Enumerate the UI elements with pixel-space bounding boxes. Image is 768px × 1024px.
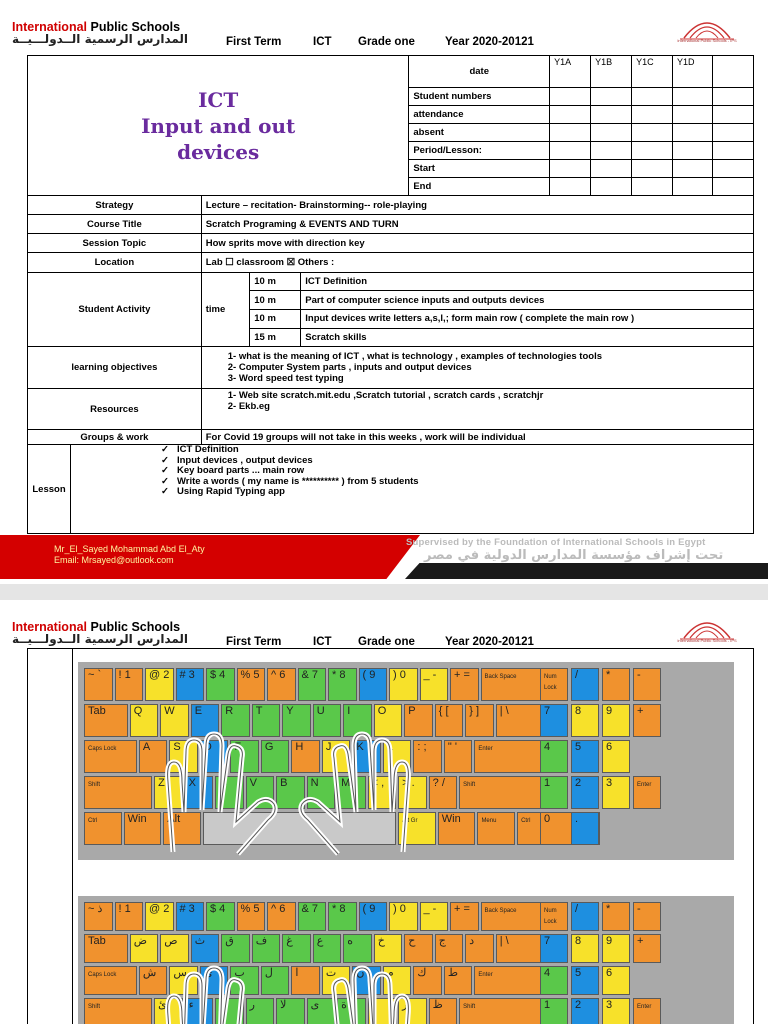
info-cell[interactable] xyxy=(550,178,591,196)
keyboard-key: Y xyxy=(282,704,311,737)
brand-arabic: المدارس الرسمية الــدولـــيــة xyxy=(12,632,189,646)
info-cell[interactable] xyxy=(713,124,754,142)
keyboard-key: ف xyxy=(252,934,281,963)
keyboard-key: K xyxy=(352,740,381,773)
keyboard-key: ~ ذ xyxy=(84,902,113,931)
info-cell[interactable] xyxy=(632,106,673,124)
keyboard-key: لا xyxy=(276,998,305,1024)
numpad-key: 1 xyxy=(540,776,568,809)
location-value: Lab ☐ classroom ☒ Others : xyxy=(201,253,753,273)
keyboard-key: ^ 6 xyxy=(267,902,296,931)
numpad-key: / xyxy=(571,902,599,931)
numpad-key: 4 xyxy=(540,740,568,773)
objectives-label: learning objectives xyxy=(28,347,202,389)
keyboard-key: : ; xyxy=(413,740,442,773)
keyboard-key: U xyxy=(313,704,342,737)
keyboard-key: @ 2 xyxy=(145,902,174,931)
numpad-key: 1 xyxy=(540,998,568,1024)
keyboard-key: " ' xyxy=(444,740,473,773)
keyboard-key: E xyxy=(191,704,220,737)
strategy-label: Strategy xyxy=(28,196,202,215)
numpad-key: 2 xyxy=(571,776,599,809)
lesson-title: ICT Input and out devices xyxy=(141,87,296,164)
activity-text: Input devices write letters a,s,l,; form main row ( complete the main row ) xyxy=(301,309,753,328)
keyboard-key: ث xyxy=(191,934,220,963)
keyboard-key: Win xyxy=(438,812,476,845)
info-cell[interactable] xyxy=(673,124,713,142)
keyboard-key: $ 4 xyxy=(206,902,235,931)
english-keyboard-image xyxy=(78,662,734,860)
keyboard-key: Shift xyxy=(459,998,545,1024)
keyboard-key: Caps Lock xyxy=(84,966,137,995)
info-row-label: Period/Lesson: xyxy=(409,142,550,160)
keyboard-key: Alt xyxy=(163,812,201,845)
keyboard-key: N xyxy=(307,776,336,809)
keyboard-key: Alt Gr xyxy=(398,812,436,845)
keyboard-key: ل xyxy=(261,966,290,995)
info-cell[interactable] xyxy=(713,106,754,124)
keyboard-key: & 7 xyxy=(298,902,327,931)
keyboard-key: ت xyxy=(322,966,351,995)
numpad-key: Enter xyxy=(633,998,661,1024)
info-cell[interactable] xyxy=(591,124,632,142)
info-cell[interactable] xyxy=(713,160,754,178)
year-label: Year 2020-20121 xyxy=(445,36,534,48)
course-title-value: Scratch Programing & EVENTS AND TURN xyxy=(201,215,753,234)
class-col-header: Y1D xyxy=(673,56,713,88)
keyboard-key: + = xyxy=(450,668,479,701)
lesson-row xyxy=(28,445,754,534)
keyboard-key: Back Space xyxy=(481,902,543,931)
numpad-key: / xyxy=(571,668,599,701)
school-brand: International Public Schools المدارس الرسمية الــدولـــيــة xyxy=(12,620,189,646)
page-gap xyxy=(0,584,768,600)
keyboard-key: C xyxy=(215,776,244,809)
groups-work-value: For Covid 19 groups will not take in this weeks , work will be individual xyxy=(201,430,753,445)
numpad-key: 0 xyxy=(540,812,600,845)
keyboard-key: Win xyxy=(124,812,162,845)
keyboard-key: F xyxy=(230,740,259,773)
resource-item: 2- Ekb.eg xyxy=(227,401,270,412)
student-activity-label: Student Activity xyxy=(28,273,202,347)
keyboard-key: % 5 xyxy=(237,902,266,931)
keyboard-key: | \ xyxy=(496,704,543,737)
numpad-key: . xyxy=(571,812,599,845)
keyboard-key: Enter xyxy=(474,966,542,995)
keyboard-key: T xyxy=(252,704,281,737)
activity-time: 10 m xyxy=(250,273,301,291)
keyboard-key: م xyxy=(383,966,412,995)
info-cell[interactable] xyxy=(713,88,754,106)
keyboard-key: ؤ xyxy=(215,998,244,1024)
keyboard-key: ا xyxy=(291,966,320,995)
keyboard-key: B xyxy=(276,776,305,809)
activity-text: ICT Definition xyxy=(301,273,753,291)
numpad-key: 4 xyxy=(540,966,568,995)
keyboard-key: خ xyxy=(374,934,403,963)
term-label: First Term xyxy=(226,636,282,648)
keyboard-key: D xyxy=(200,740,229,773)
numpad-key: Num Lock xyxy=(540,902,568,931)
keyboard-key: _ - xyxy=(420,668,449,701)
numpad-key: 6 xyxy=(602,966,630,995)
keyboard-key: { [ xyxy=(435,704,464,737)
info-cell[interactable] xyxy=(591,88,632,106)
supervised-text: Supervised by the Foundation of International Schools in Egypt xyxy=(406,537,706,548)
keyboard-key: > . xyxy=(398,776,427,809)
keyboard-key: ن xyxy=(352,966,381,995)
keyboard-key: Shift xyxy=(459,776,545,809)
keyboard-key: X xyxy=(185,776,214,809)
keyboard-key: Menu xyxy=(477,812,515,845)
course-title-label: Course Title xyxy=(28,215,202,234)
keyboard-key: ! 1 xyxy=(115,902,144,931)
info-cell[interactable] xyxy=(713,178,754,196)
keyboard-key: _ - xyxy=(420,902,449,931)
info-cell[interactable] xyxy=(550,142,591,160)
brand-arabic: المدارس الرسمية الــدولـــيــة xyxy=(12,32,189,46)
term-label: First Term xyxy=(226,36,282,48)
numpad-key: Enter xyxy=(633,776,661,809)
keyboard-key: ر xyxy=(246,998,275,1024)
lesson-item: ✓ Key board parts ... main row xyxy=(71,466,419,477)
ips-logo-icon: International Public Schools - IPS xyxy=(676,612,738,650)
class-col-header: Y1C xyxy=(632,56,673,88)
numpad-key: 5 xyxy=(571,966,599,995)
keyboard-key: ط xyxy=(444,966,473,995)
activity-text: Scratch skills xyxy=(301,328,753,346)
keyboard-key: ح xyxy=(404,934,433,963)
keyboard-key: ك xyxy=(413,966,442,995)
subject-label: ICT xyxy=(313,36,332,48)
keyboard-key: @ 2 xyxy=(145,668,174,701)
info-cell[interactable] xyxy=(550,160,591,178)
keyboard-key: غ xyxy=(282,934,311,963)
activity-table xyxy=(202,273,753,346)
keyboard-key: ق xyxy=(221,934,250,963)
info-row-label: Student numbers xyxy=(409,88,550,106)
activity-time: 10 m xyxy=(250,309,301,328)
numpad-key: * xyxy=(602,668,630,701)
lesson-plan-table xyxy=(27,55,754,534)
numpad-key: 9 xyxy=(602,934,630,963)
keyboard-key: ع xyxy=(313,934,342,963)
keyboard-key: V xyxy=(246,776,275,809)
info-cell[interactable] xyxy=(550,88,591,106)
keyboard-key: ج xyxy=(435,934,464,963)
activity-time: 10 m xyxy=(250,291,301,310)
keyboard-key: و xyxy=(368,998,397,1024)
numpad-key: 7 xyxy=(540,704,568,737)
keyboard-key: J xyxy=(322,740,351,773)
ips-logo-icon: International Public Schools - IPS xyxy=(676,12,738,50)
lesson-label: Lesson xyxy=(28,445,71,533)
info-cell[interactable] xyxy=(673,178,713,196)
teacher-name: Mr_El_Sayed Mohammad Abd El_Aty xyxy=(54,544,205,554)
keyboard-key: ئ xyxy=(154,998,183,1024)
resource-item: 1- Web site scratch.mit.edu ,Scratch tutorial , scratch cards , scratchjr xyxy=(227,390,544,401)
keyboard-key: A xyxy=(139,740,168,773)
keyboard-key: O xyxy=(374,704,403,737)
numpad-key: Num Lock xyxy=(540,668,568,701)
info-cell[interactable] xyxy=(550,106,591,124)
keyboard-key: ظ xyxy=(429,998,458,1024)
info-cell[interactable] xyxy=(673,160,713,178)
keyboard-key: ) 0 xyxy=(389,668,418,701)
objective-item: 2- Computer System parts , inputs and output devices xyxy=(227,362,472,373)
typing-hands-icon xyxy=(78,896,734,1024)
session-topic-value: How sprits move with direction key xyxy=(201,234,753,253)
info-cell[interactable] xyxy=(550,124,591,142)
numpad-key: + xyxy=(633,704,661,737)
keyboard-key: ه xyxy=(343,934,372,963)
info-cell[interactable] xyxy=(591,160,632,178)
keyboard-key: ص xyxy=(160,934,189,963)
keyboard-key: G xyxy=(261,740,290,773)
info-cell[interactable] xyxy=(632,124,673,142)
info-cell[interactable] xyxy=(591,178,632,196)
keyboard-key: } ] xyxy=(465,704,494,737)
keyboard-key: د xyxy=(465,934,494,963)
keyboard-key: ض xyxy=(130,934,159,963)
keyboard-key: Enter xyxy=(474,740,542,773)
info-cell[interactable] xyxy=(673,88,713,106)
numpad-key: 8 xyxy=(571,704,599,737)
class-col-header xyxy=(713,56,754,88)
info-row-label: attendance xyxy=(409,106,550,124)
info-cell[interactable] xyxy=(632,160,673,178)
lesson-item: ✓ Input devices , output devices xyxy=(71,456,419,467)
keyboard-key: & 7 xyxy=(298,668,327,701)
class-col-header: Y1A xyxy=(550,56,591,88)
keyboard-key: Q xyxy=(130,704,159,737)
numpad-key: 6 xyxy=(602,740,630,773)
keyboard-key: ء xyxy=(185,998,214,1024)
info-cell[interactable] xyxy=(632,142,673,160)
keyboard-key: ^ 6 xyxy=(267,668,296,701)
keyboard-key: Ctrl xyxy=(84,812,122,845)
numpad-key: 5 xyxy=(571,740,599,773)
keyboard-key: Tab xyxy=(84,934,128,963)
numpad-key: - xyxy=(633,668,661,701)
info-cell[interactable] xyxy=(673,106,713,124)
keyboard-key: ? / xyxy=(429,776,458,809)
subject-label: ICT xyxy=(313,636,332,648)
school-brand: International Public Schools المدارس الرسمية الــدولـــيــة xyxy=(12,20,189,46)
numpad-key: 8 xyxy=(571,934,599,963)
numpad-key: + xyxy=(633,934,661,963)
keyboard-key: ~ ` xyxy=(84,668,113,701)
keyboard-key: ! 1 xyxy=(115,668,144,701)
numpad-key: 3 xyxy=(602,998,630,1024)
info-cell[interactable] xyxy=(673,142,713,160)
session-topic-label: Session Topic xyxy=(28,234,202,253)
activity-text: Part of computer science inputs and outputs devices xyxy=(301,291,753,310)
keyboard-key: L xyxy=(383,740,412,773)
strategy-value: Lecture – recitation- Brainstorming-- role-playing xyxy=(201,196,753,215)
grade-label: Grade one xyxy=(358,36,415,48)
keyboard-key: I xyxy=(343,704,372,737)
keyboard-key: M xyxy=(337,776,366,809)
info-row-label: absent xyxy=(409,124,550,142)
numpad-key: 9 xyxy=(602,704,630,737)
teacher-email: Email: Mrsayed@outlook.com xyxy=(54,555,174,565)
lesson-item: ✓ ICT Definition xyxy=(71,445,419,456)
footer-black-band xyxy=(405,563,768,579)
keyboard-key: ) 0 xyxy=(389,902,418,931)
keyboard-key: ة xyxy=(337,998,366,1024)
keyboard-key: Caps Lock xyxy=(84,740,137,773)
keyboard-key: P xyxy=(404,704,433,737)
lesson-items xyxy=(71,445,419,533)
typing-hands-icon xyxy=(78,662,734,860)
info-row-label: End xyxy=(409,178,550,196)
keyboard-key: س xyxy=(169,966,198,995)
keyboard-key: W xyxy=(160,704,189,737)
numpad-key: 2 xyxy=(571,998,599,1024)
grade-label: Grade one xyxy=(358,636,415,648)
keyboard-key: ى xyxy=(307,998,336,1024)
class-col-header: Y1B xyxy=(591,56,632,88)
keyboard-key: Z xyxy=(154,776,183,809)
groups-work-label: Groups & work xyxy=(28,430,202,445)
time-label: time xyxy=(205,304,226,315)
resources-label: Resources xyxy=(28,389,202,430)
keyboard-key: Shift xyxy=(84,998,152,1024)
keyboard-key: Tab xyxy=(84,704,128,737)
keyboard-key: S xyxy=(169,740,198,773)
keyboard-key: * 8 xyxy=(328,902,357,931)
keyboard-key: * 8 xyxy=(328,668,357,701)
keyboard-key: ز xyxy=(398,998,427,1024)
keyboard-key: ( 9 xyxy=(359,902,388,931)
keyboard-key: ب xyxy=(230,966,259,995)
activity-cell xyxy=(201,273,753,347)
supervised-text-arabic: تحت إشراف مؤسسة المدارس الدولية في مصر xyxy=(424,548,724,563)
numpad-key: * xyxy=(602,902,630,931)
keyboard-key: R xyxy=(221,704,250,737)
objectives-value xyxy=(201,347,753,389)
keyboard-key: Ctrl xyxy=(517,812,555,845)
keyboard-key: # 3 xyxy=(176,902,205,931)
keyboard-key: ش xyxy=(139,966,168,995)
objective-item: 1- what is the meaning of ICT , what is technology , examples of technologies tools xyxy=(227,351,602,362)
location-label: Location xyxy=(28,253,202,273)
objective-item: 3- Word speed test typing xyxy=(227,373,344,384)
keyboard-key: + = xyxy=(450,902,479,931)
keyboard-key: | \ xyxy=(496,934,543,963)
lesson-item: ✓ Write a words ( my name is ********** ) from 5 students xyxy=(71,477,419,488)
info-row-label: Start xyxy=(409,160,550,178)
keyboard-key: Back Space xyxy=(481,668,543,701)
info-cell[interactable] xyxy=(632,178,673,196)
info-row-label: date xyxy=(409,56,550,88)
info-cell[interactable] xyxy=(591,142,632,160)
keyboard-key: H xyxy=(291,740,320,773)
info-cell[interactable] xyxy=(591,106,632,124)
lesson-title-cell xyxy=(28,56,409,196)
activity-time: 15 m xyxy=(250,328,301,346)
year-label: Year 2020-20121 xyxy=(445,636,534,648)
keyboard-key: $ 4 xyxy=(206,668,235,701)
numpad-key: 7 xyxy=(540,934,568,963)
keyboard-key: # 3 xyxy=(176,668,205,701)
info-cell[interactable] xyxy=(632,88,673,106)
resources-value xyxy=(201,389,753,430)
arabic-keyboard-image xyxy=(78,896,734,1024)
page-footer xyxy=(0,535,768,579)
keyboard-page xyxy=(0,600,768,1024)
info-cell[interactable] xyxy=(713,142,754,160)
keyboard-key: ي xyxy=(200,966,229,995)
keyboard-key: < , xyxy=(368,776,397,809)
lesson-item: ✓ Using Rapid Typing app xyxy=(71,487,419,498)
keyboard-key: Shift xyxy=(84,776,152,809)
numpad-key: 3 xyxy=(602,776,630,809)
numpad-key: - xyxy=(633,902,661,931)
keyboard-key: % 5 xyxy=(237,668,266,701)
keyboard-key: ( 9 xyxy=(359,668,388,701)
